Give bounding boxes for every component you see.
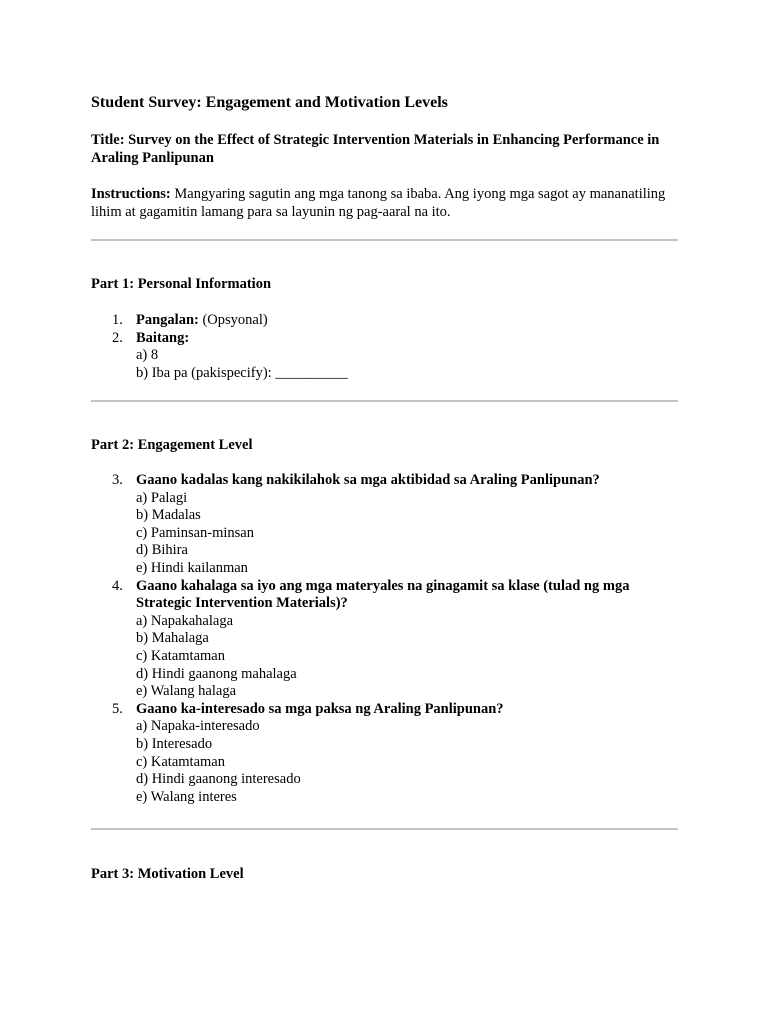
instructions-label: Instructions: <box>91 186 171 202</box>
answer-option: a) 8 <box>136 347 159 364</box>
answer-option: c) Paminsan-minsan <box>136 524 254 541</box>
part1-question-list <box>91 312 678 382</box>
survey-title: Title: Survey on the Effect of Strategic Intervention Materials in Enhancing Performance in Araling Panlipunan <box>91 132 660 166</box>
answer-option: e) Walang interes <box>136 788 237 805</box>
question-4 <box>91 578 678 701</box>
part1-heading: Part 1: Personal Information <box>91 276 272 292</box>
answer-option: c) Katamtaman <box>136 647 225 664</box>
part3-heading: Part 3: Motivation Level <box>91 866 244 882</box>
answer-option: e) Walang halaga <box>136 683 237 700</box>
section-divider <box>91 828 678 830</box>
question-note: (Opsyonal) <box>198 312 268 328</box>
answer-option: d) Hindi gaanong interesado <box>136 771 301 788</box>
question-number: 2. <box>112 329 123 346</box>
question-text: Gaano kahalaga sa iyo ang mga materyales na ginagamit sa klase (tulad ng mga Strategic Intervention Materials)? <box>136 577 630 612</box>
section-divider <box>91 400 678 402</box>
instructions <box>91 185 678 221</box>
question-number: 3. <box>112 472 123 488</box>
answer-option: a) Napaka-interesado <box>136 718 260 735</box>
instructions-text: Mangyaring sagutin ang mga tanong sa ibaba. Ang iyong mga sagot ay mananatiling lihim at gagamitin lamang para sa layunin ng pag-aaral na ito. <box>91 186 666 220</box>
answer-option: b) Mahalaga <box>136 630 209 647</box>
question-5 <box>91 701 678 807</box>
question-text: Gaano ka-interesado sa mga paksa ng Araling Panlipunan? <box>136 700 504 717</box>
question-label: Baitang: <box>136 329 190 346</box>
question-number: 5. <box>112 700 123 717</box>
document-heading: Student Survey: Engagement and Motivation Levels <box>91 94 448 111</box>
answer-option: b) Madalas <box>136 507 201 524</box>
answer-option: a) Napakahalaga <box>136 612 234 629</box>
section-divider <box>91 239 678 241</box>
question-3 <box>91 472 678 578</box>
answer-option: b) Iba pa (pakispecify): __________ <box>136 364 348 381</box>
question-text: Gaano kadalas kang nakikilahok sa mga aktibidad sa Araling Panlipunan? <box>136 472 600 488</box>
answer-option: a) Palagi <box>136 489 188 506</box>
question-2 <box>91 330 678 383</box>
question-number: 1. <box>112 312 123 328</box>
answer-option: e) Hindi kailanman <box>136 559 248 576</box>
answer-option: d) Hindi gaanong mahalaga <box>136 665 297 682</box>
answer-option: c) Katamtaman <box>136 753 225 770</box>
part2-question-list <box>91 472 678 806</box>
answer-option: b) Interesado <box>136 735 213 752</box>
part2-heading: Part 2: Engagement Level <box>91 437 253 453</box>
answer-option: d) Bihira <box>136 542 188 559</box>
question-1 <box>91 312 678 330</box>
question-number: 4. <box>112 577 123 594</box>
question-label: Pangalan: <box>136 312 199 328</box>
